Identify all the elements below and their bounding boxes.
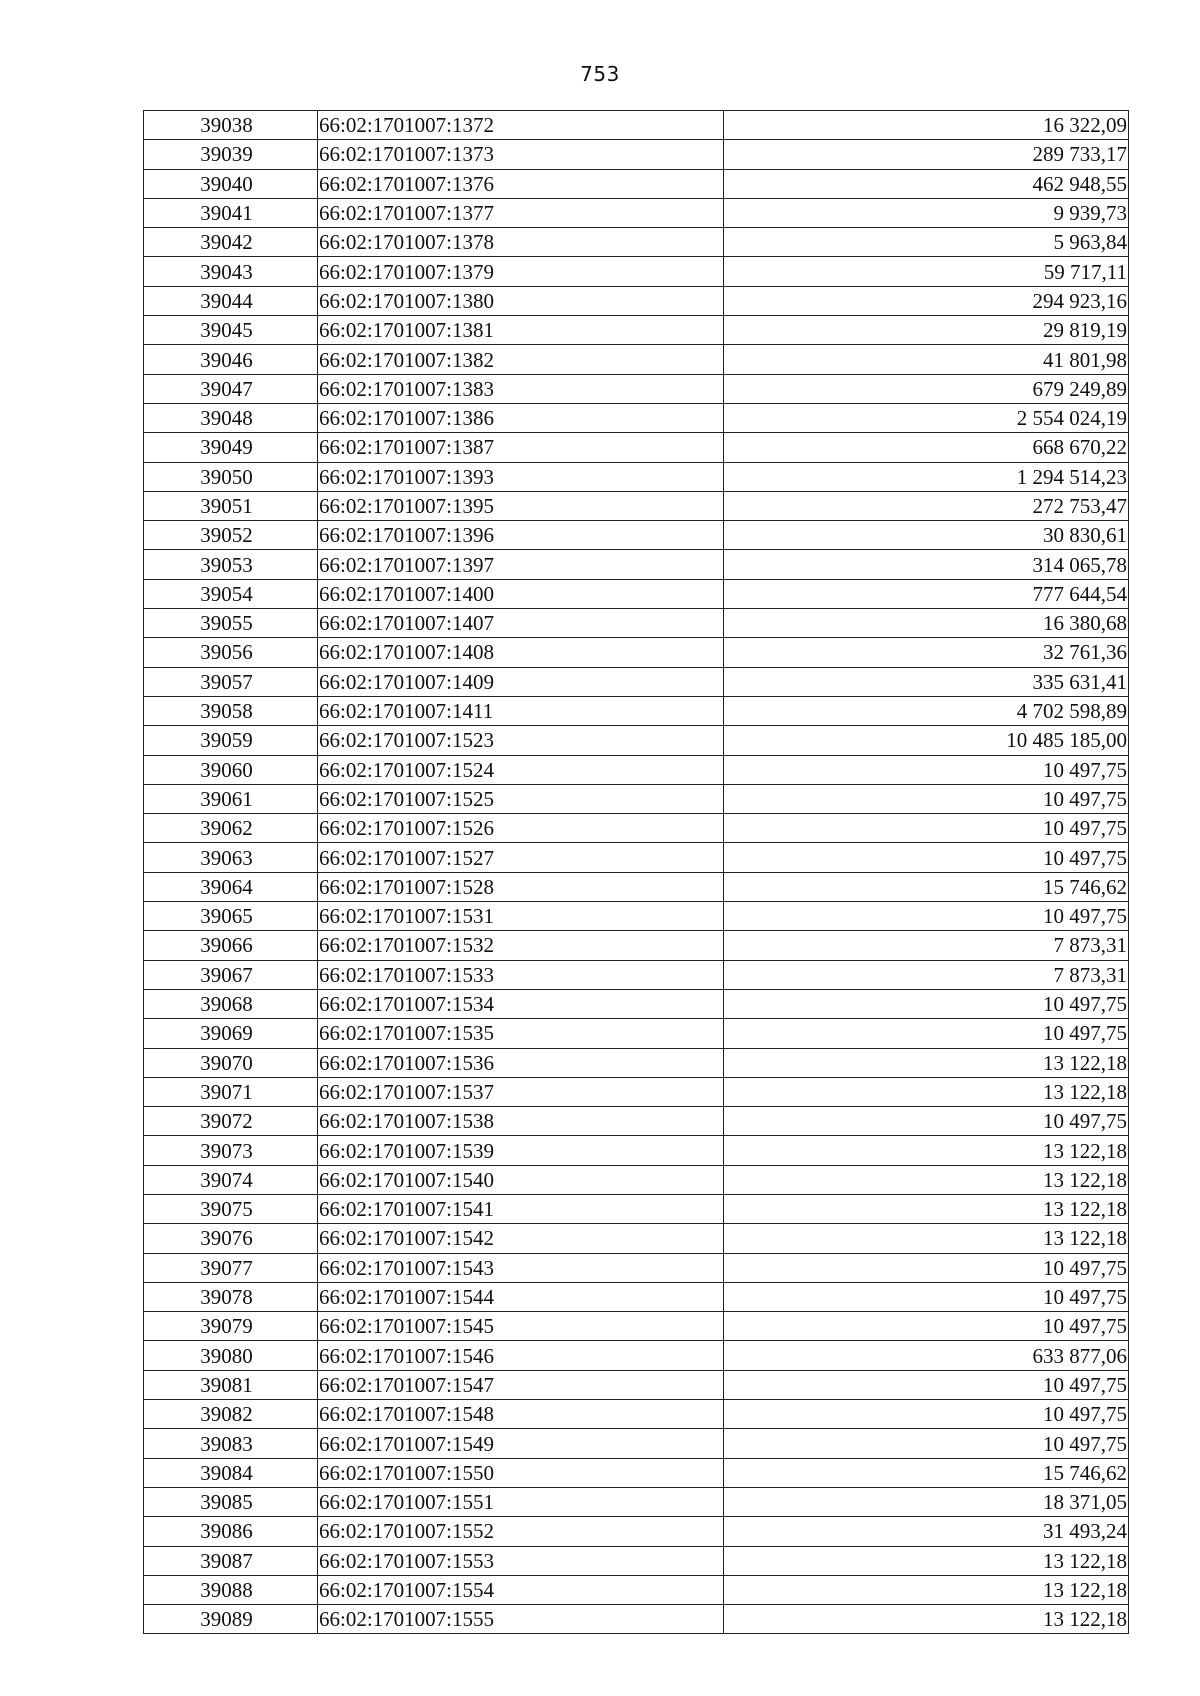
table-row bbox=[144, 1312, 1129, 1341]
cadastral-number-cell: 66:02:1701007:1537 bbox=[318, 1077, 724, 1106]
page-number: 753 bbox=[580, 62, 620, 86]
row-number-cell: 39077 bbox=[144, 1253, 318, 1282]
row-number-cell: 39079 bbox=[144, 1312, 318, 1341]
cadastral-value-table bbox=[143, 110, 1129, 1634]
row-number-cell: 39086 bbox=[144, 1517, 318, 1546]
row-number-cell: 39070 bbox=[144, 1048, 318, 1077]
table-row bbox=[144, 521, 1129, 550]
cadastral-number-cell: 66:02:1701007:1378 bbox=[318, 228, 724, 257]
value-cell: 13 122,18 bbox=[724, 1605, 1129, 1634]
row-number-cell: 39058 bbox=[144, 696, 318, 725]
cadastral-number-cell: 66:02:1701007:1552 bbox=[318, 1517, 724, 1546]
table-row bbox=[144, 1048, 1129, 1077]
row-number-cell: 39087 bbox=[144, 1546, 318, 1575]
value-cell: 10 497,75 bbox=[724, 1312, 1129, 1341]
value-cell: 13 122,18 bbox=[724, 1194, 1129, 1223]
table-row bbox=[144, 1136, 1129, 1165]
value-cell: 10 497,75 bbox=[724, 902, 1129, 931]
table-row bbox=[144, 1400, 1129, 1429]
cadastral-number-cell: 66:02:1701007:1551 bbox=[318, 1487, 724, 1516]
table-row bbox=[144, 1487, 1129, 1516]
cadastral-number-cell: 66:02:1701007:1536 bbox=[318, 1048, 724, 1077]
value-cell: 679 249,89 bbox=[724, 374, 1129, 403]
value-cell: 10 497,75 bbox=[724, 989, 1129, 1018]
row-number-cell: 39044 bbox=[144, 286, 318, 315]
cadastral-number-cell: 66:02:1701007:1547 bbox=[318, 1370, 724, 1399]
value-cell: 13 122,18 bbox=[724, 1165, 1129, 1194]
value-cell: 7 873,31 bbox=[724, 960, 1129, 989]
table-row bbox=[144, 403, 1129, 432]
value-cell: 16 322,09 bbox=[724, 111, 1129, 140]
cadastral-number-cell: 66:02:1701007:1533 bbox=[318, 960, 724, 989]
value-cell: 10 497,75 bbox=[724, 814, 1129, 843]
cadastral-number-cell: 66:02:1701007:1396 bbox=[318, 521, 724, 550]
row-number-cell: 39038 bbox=[144, 111, 318, 140]
cadastral-number-cell: 66:02:1701007:1524 bbox=[318, 755, 724, 784]
row-number-cell: 39063 bbox=[144, 843, 318, 872]
table-row bbox=[144, 1458, 1129, 1487]
value-cell: 777 644,54 bbox=[724, 579, 1129, 608]
cadastral-number-cell: 66:02:1701007:1543 bbox=[318, 1253, 724, 1282]
table-row bbox=[144, 1194, 1129, 1223]
cadastral-number-cell: 66:02:1701007:1393 bbox=[318, 462, 724, 491]
value-cell: 2 554 024,19 bbox=[724, 403, 1129, 432]
table-row bbox=[144, 902, 1129, 931]
row-number-cell: 39051 bbox=[144, 491, 318, 520]
value-cell: 9 939,73 bbox=[724, 198, 1129, 227]
cadastral-number-cell: 66:02:1701007:1400 bbox=[318, 579, 724, 608]
cadastral-number-cell: 66:02:1701007:1528 bbox=[318, 872, 724, 901]
row-number-cell: 39056 bbox=[144, 638, 318, 667]
table-row bbox=[144, 784, 1129, 813]
row-number-cell: 39076 bbox=[144, 1224, 318, 1253]
row-number-cell: 39040 bbox=[144, 169, 318, 198]
table-row bbox=[144, 755, 1129, 784]
value-cell: 5 963,84 bbox=[724, 228, 1129, 257]
cadastral-number-cell: 66:02:1701007:1377 bbox=[318, 198, 724, 227]
table-row bbox=[144, 1370, 1129, 1399]
value-cell: 31 493,24 bbox=[724, 1517, 1129, 1546]
value-cell: 41 801,98 bbox=[724, 345, 1129, 374]
cadastral-number-cell: 66:02:1701007:1553 bbox=[318, 1546, 724, 1575]
value-cell: 10 497,75 bbox=[724, 755, 1129, 784]
value-cell: 29 819,19 bbox=[724, 316, 1129, 345]
cadastral-number-cell: 66:02:1701007:1539 bbox=[318, 1136, 724, 1165]
row-number-cell: 39084 bbox=[144, 1458, 318, 1487]
cadastral-number-cell: 66:02:1701007:1376 bbox=[318, 169, 724, 198]
cadastral-number-cell: 66:02:1701007:1523 bbox=[318, 726, 724, 755]
value-cell: 4 702 598,89 bbox=[724, 696, 1129, 725]
row-number-cell: 39059 bbox=[144, 726, 318, 755]
value-cell: 1 294 514,23 bbox=[724, 462, 1129, 491]
row-number-cell: 39052 bbox=[144, 521, 318, 550]
table-row bbox=[144, 872, 1129, 901]
cadastral-number-cell: 66:02:1701007:1540 bbox=[318, 1165, 724, 1194]
table-row bbox=[144, 1019, 1129, 1048]
cadastral-number-cell: 66:02:1701007:1531 bbox=[318, 902, 724, 931]
cadastral-number-cell: 66:02:1701007:1542 bbox=[318, 1224, 724, 1253]
row-number-cell: 39072 bbox=[144, 1107, 318, 1136]
table-row bbox=[144, 1107, 1129, 1136]
cadastral-number-cell: 66:02:1701007:1380 bbox=[318, 286, 724, 315]
value-cell: 13 122,18 bbox=[724, 1575, 1129, 1604]
cadastral-number-cell: 66:02:1701007:1548 bbox=[318, 1400, 724, 1429]
row-number-cell: 39048 bbox=[144, 403, 318, 432]
table-row bbox=[144, 931, 1129, 960]
cadastral-number-cell: 66:02:1701007:1535 bbox=[318, 1019, 724, 1048]
row-number-cell: 39071 bbox=[144, 1077, 318, 1106]
value-cell: 10 497,75 bbox=[724, 1019, 1129, 1048]
value-cell: 59 717,11 bbox=[724, 257, 1129, 286]
value-cell: 10 497,75 bbox=[724, 1107, 1129, 1136]
row-number-cell: 39047 bbox=[144, 374, 318, 403]
table-row bbox=[144, 1253, 1129, 1282]
row-number-cell: 39046 bbox=[144, 345, 318, 374]
cadastral-number-cell: 66:02:1701007:1395 bbox=[318, 491, 724, 520]
table-row bbox=[144, 198, 1129, 227]
cadastral-number-cell: 66:02:1701007:1411 bbox=[318, 696, 724, 725]
cadastral-number-cell: 66:02:1701007:1525 bbox=[318, 784, 724, 813]
row-number-cell: 39081 bbox=[144, 1370, 318, 1399]
cadastral-number-cell: 66:02:1701007:1527 bbox=[318, 843, 724, 872]
cadastral-number-cell: 66:02:1701007:1550 bbox=[318, 1458, 724, 1487]
value-cell: 335 631,41 bbox=[724, 667, 1129, 696]
row-number-cell: 39069 bbox=[144, 1019, 318, 1048]
cadastral-number-cell: 66:02:1701007:1387 bbox=[318, 433, 724, 462]
row-number-cell: 39078 bbox=[144, 1282, 318, 1311]
table-row bbox=[144, 140, 1129, 169]
table-row bbox=[144, 609, 1129, 638]
cadastral-number-cell: 66:02:1701007:1381 bbox=[318, 316, 724, 345]
value-cell: 13 122,18 bbox=[724, 1224, 1129, 1253]
row-number-cell: 39057 bbox=[144, 667, 318, 696]
row-number-cell: 39061 bbox=[144, 784, 318, 813]
value-cell: 16 380,68 bbox=[724, 609, 1129, 638]
value-cell: 10 497,75 bbox=[724, 1429, 1129, 1458]
value-cell: 32 761,36 bbox=[724, 638, 1129, 667]
table-row bbox=[144, 1282, 1129, 1311]
cadastral-number-cell: 66:02:1701007:1407 bbox=[318, 609, 724, 638]
table-row bbox=[144, 169, 1129, 198]
row-number-cell: 39055 bbox=[144, 609, 318, 638]
value-cell: 13 122,18 bbox=[724, 1077, 1129, 1106]
value-cell: 15 746,62 bbox=[724, 872, 1129, 901]
cadastral-number-cell: 66:02:1701007:1532 bbox=[318, 931, 724, 960]
table-row bbox=[144, 111, 1129, 140]
table-row bbox=[144, 1517, 1129, 1546]
value-cell: 30 830,61 bbox=[724, 521, 1129, 550]
value-cell: 10 497,75 bbox=[724, 1370, 1129, 1399]
table-row bbox=[144, 989, 1129, 1018]
row-number-cell: 39064 bbox=[144, 872, 318, 901]
value-cell: 462 948,55 bbox=[724, 169, 1129, 198]
cadastral-number-cell: 66:02:1701007:1383 bbox=[318, 374, 724, 403]
table-row bbox=[144, 638, 1129, 667]
table-row bbox=[144, 843, 1129, 872]
cadastral-number-cell: 66:02:1701007:1545 bbox=[318, 1312, 724, 1341]
value-cell: 668 670,22 bbox=[724, 433, 1129, 462]
row-number-cell: 39067 bbox=[144, 960, 318, 989]
cadastral-number-cell: 66:02:1701007:1526 bbox=[318, 814, 724, 843]
table-row bbox=[144, 726, 1129, 755]
row-number-cell: 39045 bbox=[144, 316, 318, 345]
cadastral-number-cell: 66:02:1701007:1534 bbox=[318, 989, 724, 1018]
table-row bbox=[144, 1429, 1129, 1458]
value-cell: 294 923,16 bbox=[724, 286, 1129, 315]
cadastral-number-cell: 66:02:1701007:1555 bbox=[318, 1605, 724, 1634]
table-row bbox=[144, 1165, 1129, 1194]
cadastral-number-cell: 66:02:1701007:1541 bbox=[318, 1194, 724, 1223]
cadastral-number-cell: 66:02:1701007:1408 bbox=[318, 638, 724, 667]
value-cell: 13 122,18 bbox=[724, 1048, 1129, 1077]
cadastral-number-cell: 66:02:1701007:1386 bbox=[318, 403, 724, 432]
cadastral-number-cell: 66:02:1701007:1546 bbox=[318, 1341, 724, 1370]
value-cell: 10 497,75 bbox=[724, 1282, 1129, 1311]
row-number-cell: 39089 bbox=[144, 1605, 318, 1634]
table-row bbox=[144, 1605, 1129, 1634]
table-row bbox=[144, 316, 1129, 345]
table-row bbox=[144, 1575, 1129, 1604]
table-row bbox=[144, 462, 1129, 491]
value-cell: 10 497,75 bbox=[724, 843, 1129, 872]
table-body bbox=[144, 111, 1129, 1634]
cadastral-number-cell: 66:02:1701007:1544 bbox=[318, 1282, 724, 1311]
row-number-cell: 39082 bbox=[144, 1400, 318, 1429]
cadastral-number-cell: 66:02:1701007:1549 bbox=[318, 1429, 724, 1458]
table-row bbox=[144, 1224, 1129, 1253]
table-row bbox=[144, 433, 1129, 462]
cadastral-number-cell: 66:02:1701007:1397 bbox=[318, 550, 724, 579]
table-row bbox=[144, 550, 1129, 579]
row-number-cell: 39054 bbox=[144, 579, 318, 608]
value-cell: 10 497,75 bbox=[724, 784, 1129, 813]
table-row bbox=[144, 1341, 1129, 1370]
row-number-cell: 39041 bbox=[144, 198, 318, 227]
row-number-cell: 39049 bbox=[144, 433, 318, 462]
table-row bbox=[144, 667, 1129, 696]
cadastral-number-cell: 66:02:1701007:1379 bbox=[318, 257, 724, 286]
row-number-cell: 39088 bbox=[144, 1575, 318, 1604]
table-row bbox=[144, 491, 1129, 520]
value-cell: 10 485 185,00 bbox=[724, 726, 1129, 755]
value-cell: 10 497,75 bbox=[724, 1400, 1129, 1429]
cadastral-number-cell: 66:02:1701007:1538 bbox=[318, 1107, 724, 1136]
row-number-cell: 39066 bbox=[144, 931, 318, 960]
value-cell: 13 122,18 bbox=[724, 1546, 1129, 1575]
value-cell: 18 371,05 bbox=[724, 1487, 1129, 1516]
cadastral-value-table-container bbox=[143, 110, 1128, 1634]
table-row bbox=[144, 257, 1129, 286]
row-number-cell: 39039 bbox=[144, 140, 318, 169]
value-cell: 13 122,18 bbox=[724, 1136, 1129, 1165]
table-row bbox=[144, 345, 1129, 374]
row-number-cell: 39085 bbox=[144, 1487, 318, 1516]
value-cell: 289 733,17 bbox=[724, 140, 1129, 169]
row-number-cell: 39050 bbox=[144, 462, 318, 491]
table-row bbox=[144, 960, 1129, 989]
value-cell: 272 753,47 bbox=[724, 491, 1129, 520]
cadastral-number-cell: 66:02:1701007:1372 bbox=[318, 111, 724, 140]
row-number-cell: 39074 bbox=[144, 1165, 318, 1194]
row-number-cell: 39062 bbox=[144, 814, 318, 843]
row-number-cell: 39042 bbox=[144, 228, 318, 257]
table-row bbox=[144, 696, 1129, 725]
value-cell: 314 065,78 bbox=[724, 550, 1129, 579]
cadastral-number-cell: 66:02:1701007:1373 bbox=[318, 140, 724, 169]
value-cell: 7 873,31 bbox=[724, 931, 1129, 960]
table-row bbox=[144, 1077, 1129, 1106]
table-row bbox=[144, 814, 1129, 843]
cadastral-number-cell: 66:02:1701007:1554 bbox=[318, 1575, 724, 1604]
value-cell: 10 497,75 bbox=[724, 1253, 1129, 1282]
table-row bbox=[144, 228, 1129, 257]
cadastral-number-cell: 66:02:1701007:1409 bbox=[318, 667, 724, 696]
table-row bbox=[144, 579, 1129, 608]
value-cell: 633 877,06 bbox=[724, 1341, 1129, 1370]
table-row bbox=[144, 286, 1129, 315]
row-number-cell: 39060 bbox=[144, 755, 318, 784]
row-number-cell: 39073 bbox=[144, 1136, 318, 1165]
cadastral-number-cell: 66:02:1701007:1382 bbox=[318, 345, 724, 374]
row-number-cell: 39083 bbox=[144, 1429, 318, 1458]
table-row bbox=[144, 1546, 1129, 1575]
value-cell: 15 746,62 bbox=[724, 1458, 1129, 1487]
row-number-cell: 39053 bbox=[144, 550, 318, 579]
table-row bbox=[144, 374, 1129, 403]
row-number-cell: 39075 bbox=[144, 1194, 318, 1223]
row-number-cell: 39065 bbox=[144, 902, 318, 931]
row-number-cell: 39043 bbox=[144, 257, 318, 286]
row-number-cell: 39068 bbox=[144, 989, 318, 1018]
row-number-cell: 39080 bbox=[144, 1341, 318, 1370]
